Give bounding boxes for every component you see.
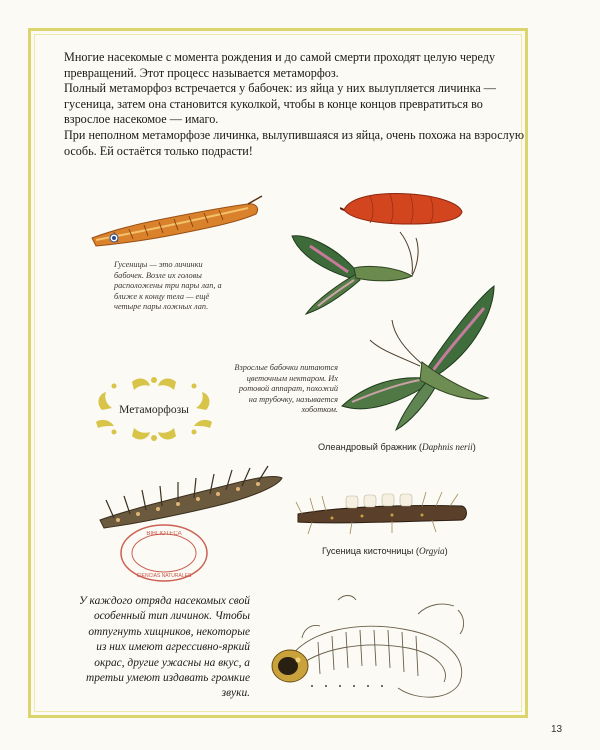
ornament-label: Метаморфозы bbox=[119, 404, 189, 416]
stamp-text-bottom: CIENCIAS NATURALES bbox=[136, 573, 192, 579]
hawkmoth-caterpillar-illustration bbox=[88, 192, 264, 252]
tussock-species-label: Гусеница кисточницы (Orgyia) bbox=[322, 546, 448, 556]
hawkmoth-large-illustration bbox=[336, 280, 506, 432]
hawkmoth-species-label: Олеандровый бражник (Daphnis nerii) bbox=[318, 442, 476, 452]
tussock-name: Гусеница кисточницы bbox=[322, 546, 414, 556]
tussock-caterpillar-illustration bbox=[292, 478, 472, 536]
stamp-text-top: BIBLIOTECA bbox=[146, 531, 182, 537]
caption-caterpillar: Гусеницы — это личинки бабочек. Возле их головы расположены три пары лап, а ближе к концу тела — ещё четыре пары ложных лап. bbox=[114, 260, 222, 312]
larva-sketch-illustration bbox=[268, 590, 484, 710]
library-stamp bbox=[118, 522, 210, 584]
page-number: 13 bbox=[551, 724, 563, 735]
pupa-illustration bbox=[340, 188, 466, 230]
larvae-note: У каждого отряда насекомых свой особенный тип личинок. Чтобы отпугнуть хищников, некоторые из них имеют агрессивно-яркий окрас, другие ужасны на вкус, а третьи умеют издавать громкие звуки. bbox=[79, 595, 250, 700]
tussock-latin: Orgyia bbox=[418, 546, 445, 556]
hawkmoth-latin: Daphnis nerii bbox=[421, 442, 473, 452]
intro-paragraph-3: При неполном метаморфозе личинка, вылупившаяся из яйца, очень похожа на взрослую особь. Ей остаётся только подрасти! bbox=[64, 127, 524, 158]
intro-text bbox=[64, 50, 524, 159]
metamorphosis-ornament bbox=[92, 374, 216, 444]
intro-paragraph-1: Многие насекомые с момента рождения и до самой смерти проходят целую череду превращений. Этот процесс называется метаморфоз. bbox=[64, 50, 496, 80]
caption-adult: Взрослые бабочки питаются цветочным нектаром. Их ротовой аппарат, похожий на трубочку, называется хоботком. bbox=[234, 363, 338, 415]
intro-paragraph-2: Полный метаморфоз встречается у бабочек: из яйца у них вылупляется личинка — гусеница, затем она становится куколкой, чтобы в конце концов превратиться во взрослое насекомое — имаго. bbox=[64, 81, 496, 127]
hawkmoth-name: Олеандровый бражник bbox=[318, 442, 417, 452]
